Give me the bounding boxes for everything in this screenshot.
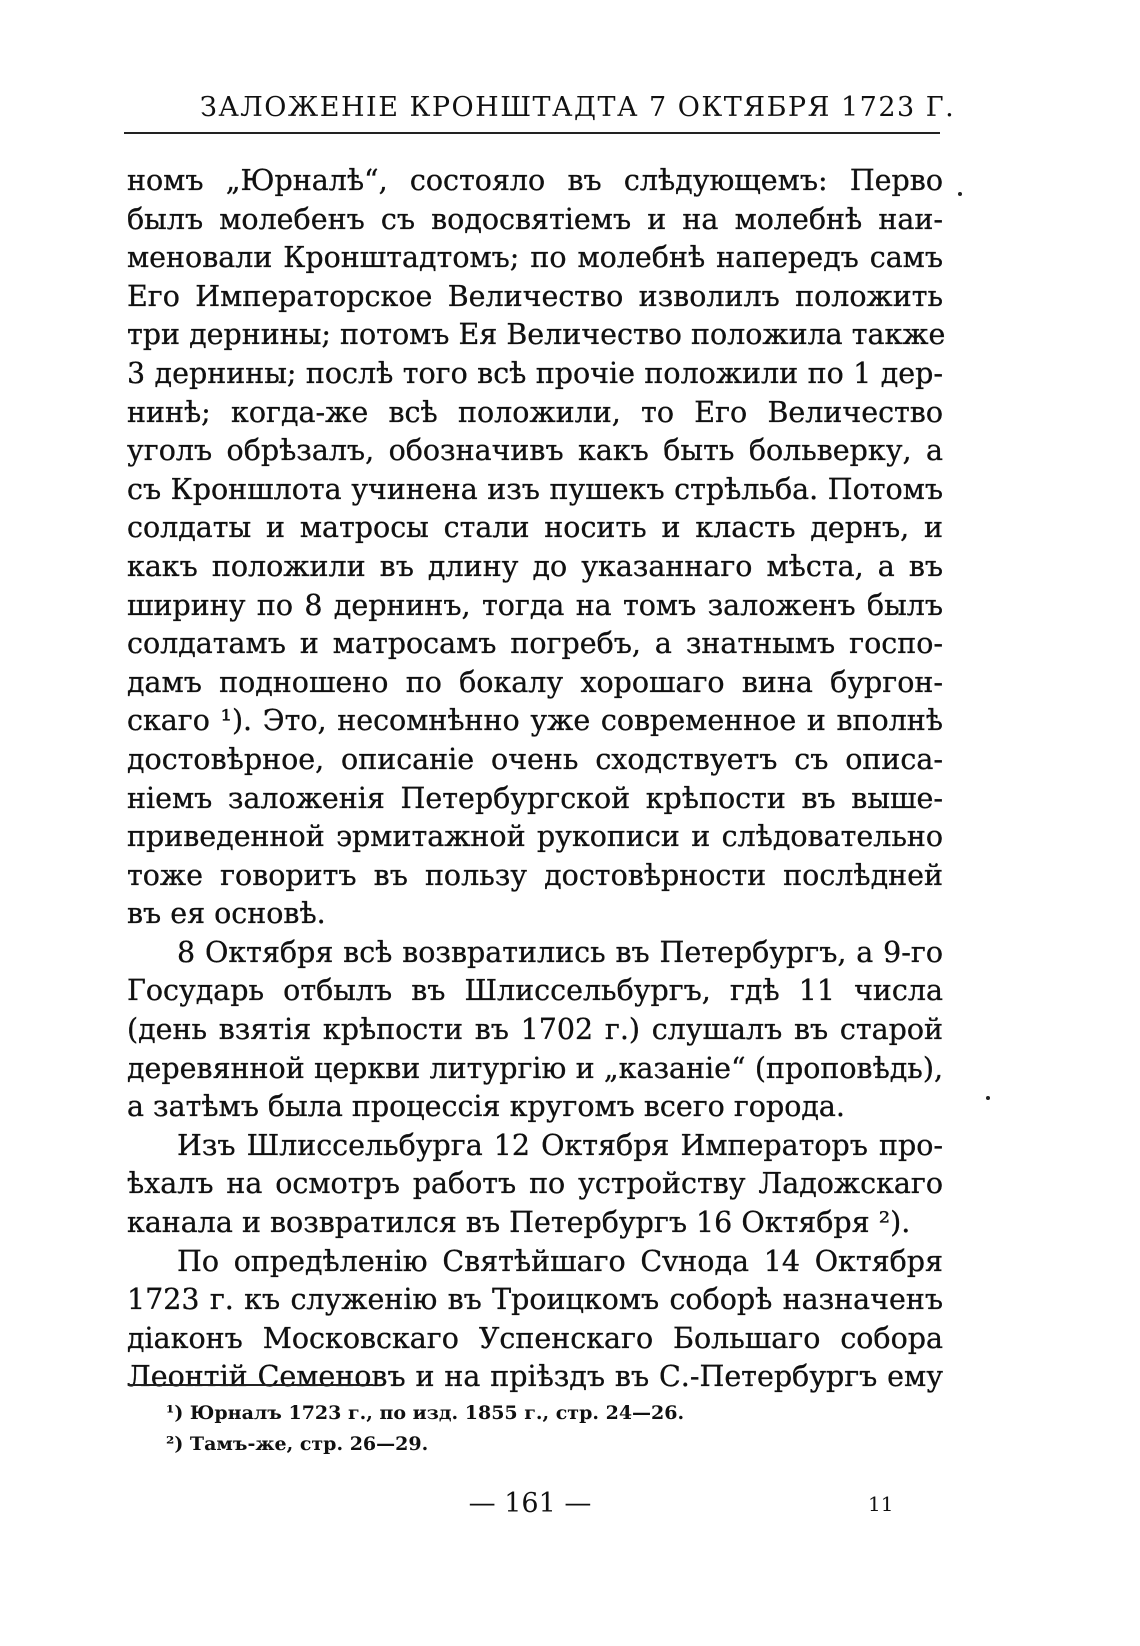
page-number: — 161 — xyxy=(468,1488,592,1519)
text-line: Государь отбылъ въ Шлиссельбургъ, гдѣ 11 числа xyxy=(127,974,943,1008)
text-line: 1723 г. къ служенію въ Троицкомъ соборѣ назначенъ xyxy=(127,1283,943,1317)
text-line: съ Кроншлота учинена изъ пушекъ стрѣльба. Потомъ xyxy=(127,472,943,506)
text-line: ѣхалъ на осмотръ работъ по устройству Ладожскаго xyxy=(127,1167,943,1201)
text-line: меновали Кронштадтомъ; по молебнѣ напередъ самъ xyxy=(127,241,943,275)
text-line: канала и возвратился въ Петербургъ 16 Октября ²). xyxy=(127,1206,911,1240)
text-line: въ ея основѣ. xyxy=(127,897,326,931)
text-line: ширину по 8 дернинъ, тогда на томъ заложенъ былъ xyxy=(127,588,943,622)
text-line: Леонтій Семеновъ и на пріѣздъ въ С.-Петербургъ ему xyxy=(127,1360,943,1394)
text-line: солдатамъ и матросамъ погребъ, а знатнымъ госпо- xyxy=(127,627,943,661)
text-line: номъ „Юрналѣ“, состояло въ слѣдующемъ: Перво xyxy=(127,164,943,197)
footnote: ¹) Юрналъ 1723 г., по изд. 1855 г., стр. 24—26. xyxy=(166,1402,685,1424)
text-line: Его Императорское Величество изволилъ положить xyxy=(127,279,943,313)
text-line: какъ положили въ длину до указаннаго мѣста, а въ xyxy=(127,549,943,583)
text-line: уголъ обрѣзалъ, обозначивъ какъ быть больверку, а xyxy=(127,434,943,468)
text-line: солдаты и матросы стали носить и класть дернъ, и xyxy=(127,511,943,545)
text-line: дамъ подношено по бокалу хорошаго вина бургон- xyxy=(127,665,943,699)
text-line: По опредѣленію Святѣйшаго Сvнода 14 Октября xyxy=(177,1244,943,1278)
text-line: Изъ Шлиссельбурга 12 Октября Императоръ про- xyxy=(177,1128,943,1162)
text-line: приведенной эрмитажной рукописи и слѣдовательно xyxy=(127,820,943,854)
text-line: а затѣмъ была процессія кругомъ всего города. xyxy=(127,1090,845,1124)
text-line: діаконъ Московскаго Успенскаго Большаго собора xyxy=(127,1321,943,1355)
print-speck xyxy=(958,192,962,196)
text-line: достовѣрное, описаніе очень сходствуетъ съ описа- xyxy=(127,742,943,776)
footnote: ²) Тамъ-же, стр. 26—29. xyxy=(166,1433,429,1455)
print-speck xyxy=(986,1096,990,1100)
text-line: нинѣ; когда-же всѣ положили, то Его Величество xyxy=(127,395,943,429)
text-line: (день взятія крѣпости въ 1702 г.) слушалъ въ старой xyxy=(127,1013,943,1047)
text-line: былъ молебенъ съ водосвятіемъ и на молебнѣ наи- xyxy=(127,202,943,236)
header-rule xyxy=(124,132,940,134)
text-line: скаго ¹). Это, несомнѣнно уже современное и вполнѣ xyxy=(127,704,943,738)
text-line: 3 дернины; послѣ того всѣ прочіе положили по 1 дер- xyxy=(127,356,943,390)
running-head: ЗАЛОЖЕНІЕ КРОНШТАДТА 7 ОКТЯБРЯ 1723 Г. xyxy=(200,92,956,123)
text-line: три дернины; потомъ Ея Величество положила также xyxy=(127,318,946,352)
text-line: 8 Октября всѣ возвратились въ Петербургъ, а 9-го xyxy=(177,935,943,969)
signature-mark: 11 xyxy=(868,1492,894,1516)
text-line: ніемъ заложенія Петербургской крѣпости въ выше- xyxy=(127,781,943,815)
body-text xyxy=(127,162,946,1397)
text-line: тоже говоритъ въ пользу достовѣрности послѣдней xyxy=(127,858,943,892)
footnote-rule xyxy=(128,1384,373,1386)
text-line: деревянной церкви литургію и „казаніе“ (проповѣдь), xyxy=(127,1051,943,1085)
footnotes xyxy=(166,1398,926,1460)
